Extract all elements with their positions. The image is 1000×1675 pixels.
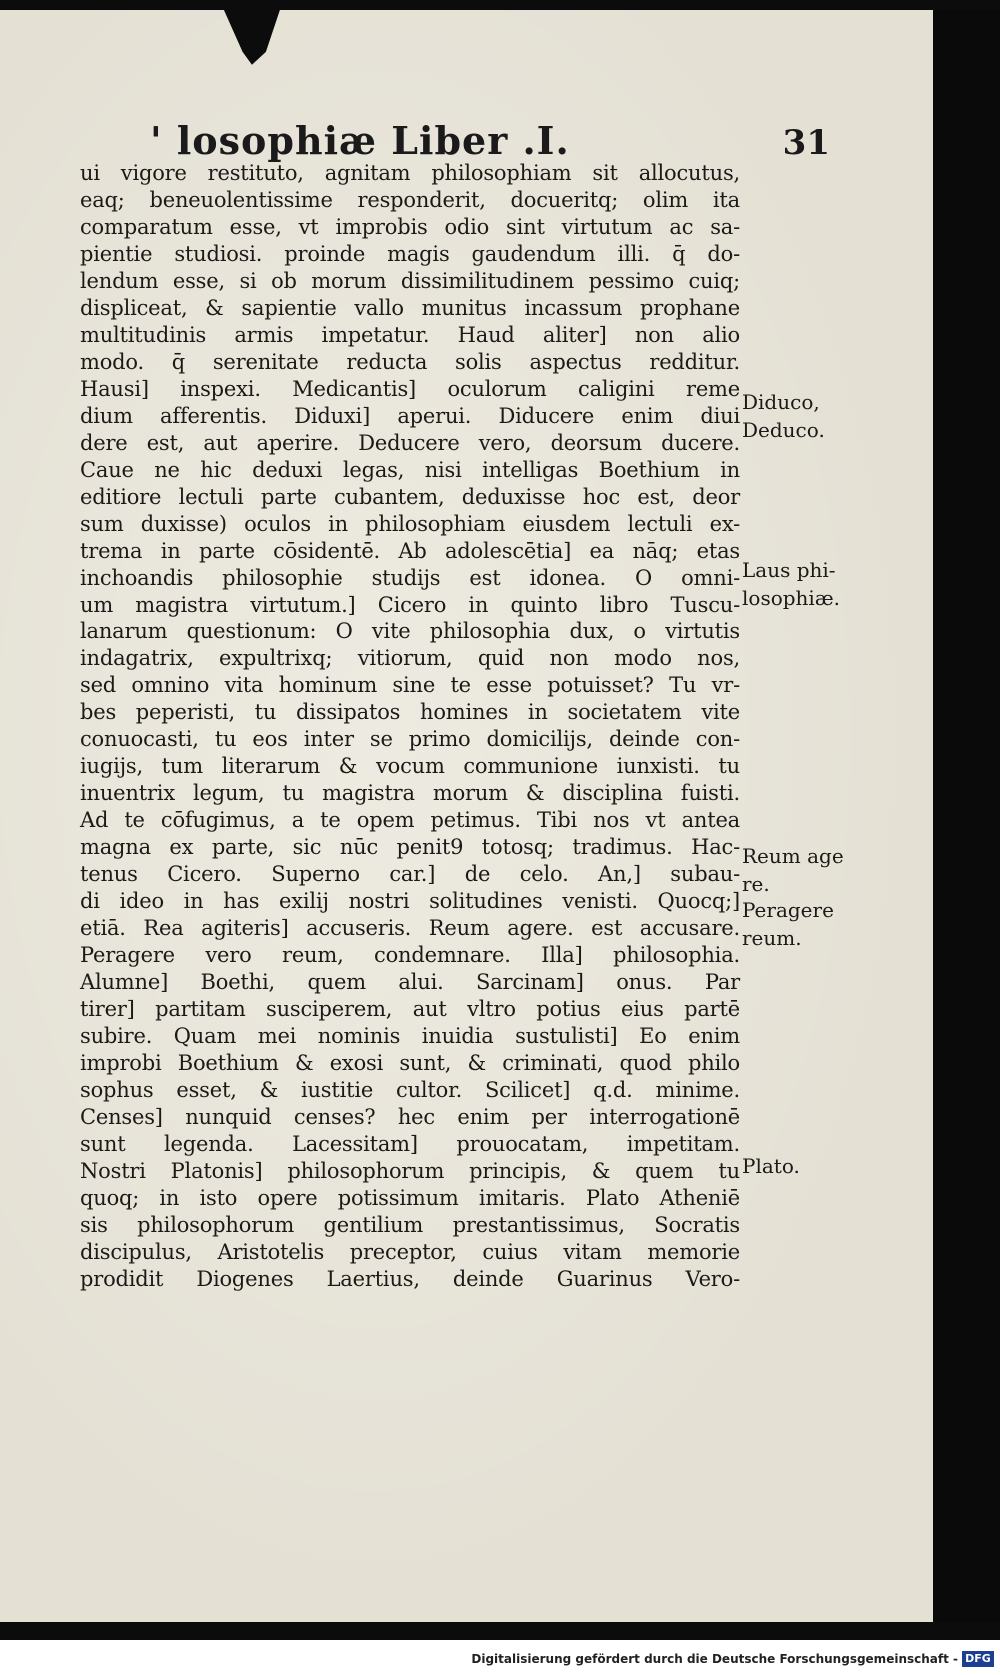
marginal-note-laus-philosophiae: Laus phi- losophiæ. (742, 558, 840, 610)
text-line: pientie studiosi. proinde magis gaudendum illi. q̄ do- (80, 241, 740, 266)
text-line: sophus esset, & iustitie cultor. Scilicet] q.d. minime. (80, 1077, 740, 1102)
text-line: displiceat, & sapientie vallo munitus incassum prophane (80, 295, 740, 320)
text-line: sed omnino vita hominum sine te esse potuisset? Tu vr- (80, 673, 740, 698)
text-line: ui vigore restituto, agnitam philosophiam sit allocutus, (80, 161, 740, 185)
digitization-credit: Digitalisierung gefördert durch die Deutsche Forschungsgemeinschaft - (471, 1652, 958, 1666)
text-line: Peragere vero reum, condemnare. Illa] philosophia. (80, 943, 740, 968)
text-line: editiore lectuli parte cubantem, deduxisse hoc est, deor (80, 484, 740, 509)
text-line: Ad te cōfugimus, a te opem petimus. Tibi nos vt antea (80, 808, 740, 833)
marginal-note-plato: Plato. (742, 1154, 800, 1178)
text-line: Caue ne hic deduxi legas, nisi intelligas Boethium in (80, 457, 740, 482)
text-line: lendum esse, si ob morum dissimilitudinem pessimo cuiq; (80, 268, 740, 293)
digitization-credit-bar (0, 1650, 1000, 1675)
text-line: Censes] nunquid censes? hec enim per interrogationē (80, 1104, 740, 1129)
text-line: sum duxisse) oculos in philosophiam eiusdem lectuli ex- (80, 511, 740, 536)
dfg-logo: DFG (962, 1651, 994, 1667)
text-line: subire. Quam mei nominis inuidia sustulisti] Eo enim (80, 1024, 740, 1048)
text-line: etiā. Rea agiteris] accuseris. Reum agere. est accusare. (80, 916, 740, 941)
text-line: quoq; in isto opere potissimum imitaris. Plato Atheniē (80, 1185, 740, 1210)
marginal-note-peragere-reum: Peragere reum. (742, 898, 834, 950)
text-line: discipulus, Aristotelis preceptor, cuius vitam memorie (80, 1239, 740, 1264)
text-line: Nostri Platonis] philosophorum principis, & quem tu (80, 1158, 740, 1183)
text-line: dere est, aut aperire. Deducere vero, deorsum ducere. (80, 430, 740, 455)
text-line: lanarum questionum: O vite philosophia dux, o virtutis (80, 619, 740, 644)
text-line: tirer] partitam susciperem, aut vltro potius eius partē (80, 997, 740, 1022)
text-line: eaq; beneuolentissime responderit, docueritq; olim ita (80, 187, 740, 212)
folio-number: 31 (782, 123, 830, 163)
text-line: modo. q̄ serenitate reducta solis aspectus redditur. (80, 349, 740, 374)
text-line: sunt legenda. Lacessitam] prouocatam, impetitam. (80, 1131, 740, 1156)
text-line: inuentrix legum, tu magistra morum & disciplina fuisti. (80, 781, 740, 806)
text-line: prodidit Diogenes Laertius, deinde Guarinus Vero- (80, 1266, 740, 1291)
running-head: ' losophiæ Liber .I. (150, 118, 570, 163)
text-line: multitudinis armis impetatur. Haud aliter] non alio (80, 322, 740, 347)
text-line: improbi Boethium & exosi sunt, & criminati, quod philo (80, 1050, 740, 1075)
text-line: tenus Cicero. Superno car.] de celo. An,] subau- (80, 862, 740, 887)
text-line: um magistra virtutum.] Cicero in quinto libro Tuscu- (80, 592, 740, 617)
marginal-notes (742, 0, 932, 1620)
text-line: Alumne] Boethi, quem alui. Sarcinam] onus. Par (80, 970, 740, 995)
text-line: di ideo in has exilij nostri solitudines venisti. Quocq;] (80, 889, 740, 914)
text-line: inchoandis philosophie studijs est idonea. O omni- (80, 565, 740, 590)
book-spine-shadow (933, 10, 1000, 1622)
text-line: indagatrix, expultrixq; vitiorum, quid non modo nos, (80, 646, 740, 671)
text-line: conuocasti, tu eos inter se primo domicilijs, deinde con- (80, 727, 740, 752)
marginal-note-diduco: Diduco, Deduco. (742, 390, 825, 442)
text-line: comparatum esse, vt improbis odio sint virtutum ac sa- (80, 214, 740, 239)
text-line: trema in parte cōsidentē. Ab adolescētia] ea nāq; etas (80, 538, 740, 563)
text-line: dium afferentis. Diduxi] aperui. Diducere enim diui (80, 403, 740, 428)
text-line: Hausi] inspexi. Medicantis] oculorum caligini reme (80, 376, 740, 401)
marginal-note-reum-agere: Reum age re. (742, 844, 844, 896)
text-line: magna ex parte, sic nūc penit9 totosq; tradimus. Hac- (80, 835, 740, 860)
text-line: iugijs, tum literarum & vocum communione iunxisti. tu (80, 754, 740, 779)
text-line: sis philosophorum gentilium prestantissimus, Socratis (80, 1212, 740, 1237)
text-line: bes peperisti, tu dissipatos homines in societatem vite (80, 700, 740, 725)
commentary-text-block (80, 160, 740, 1293)
